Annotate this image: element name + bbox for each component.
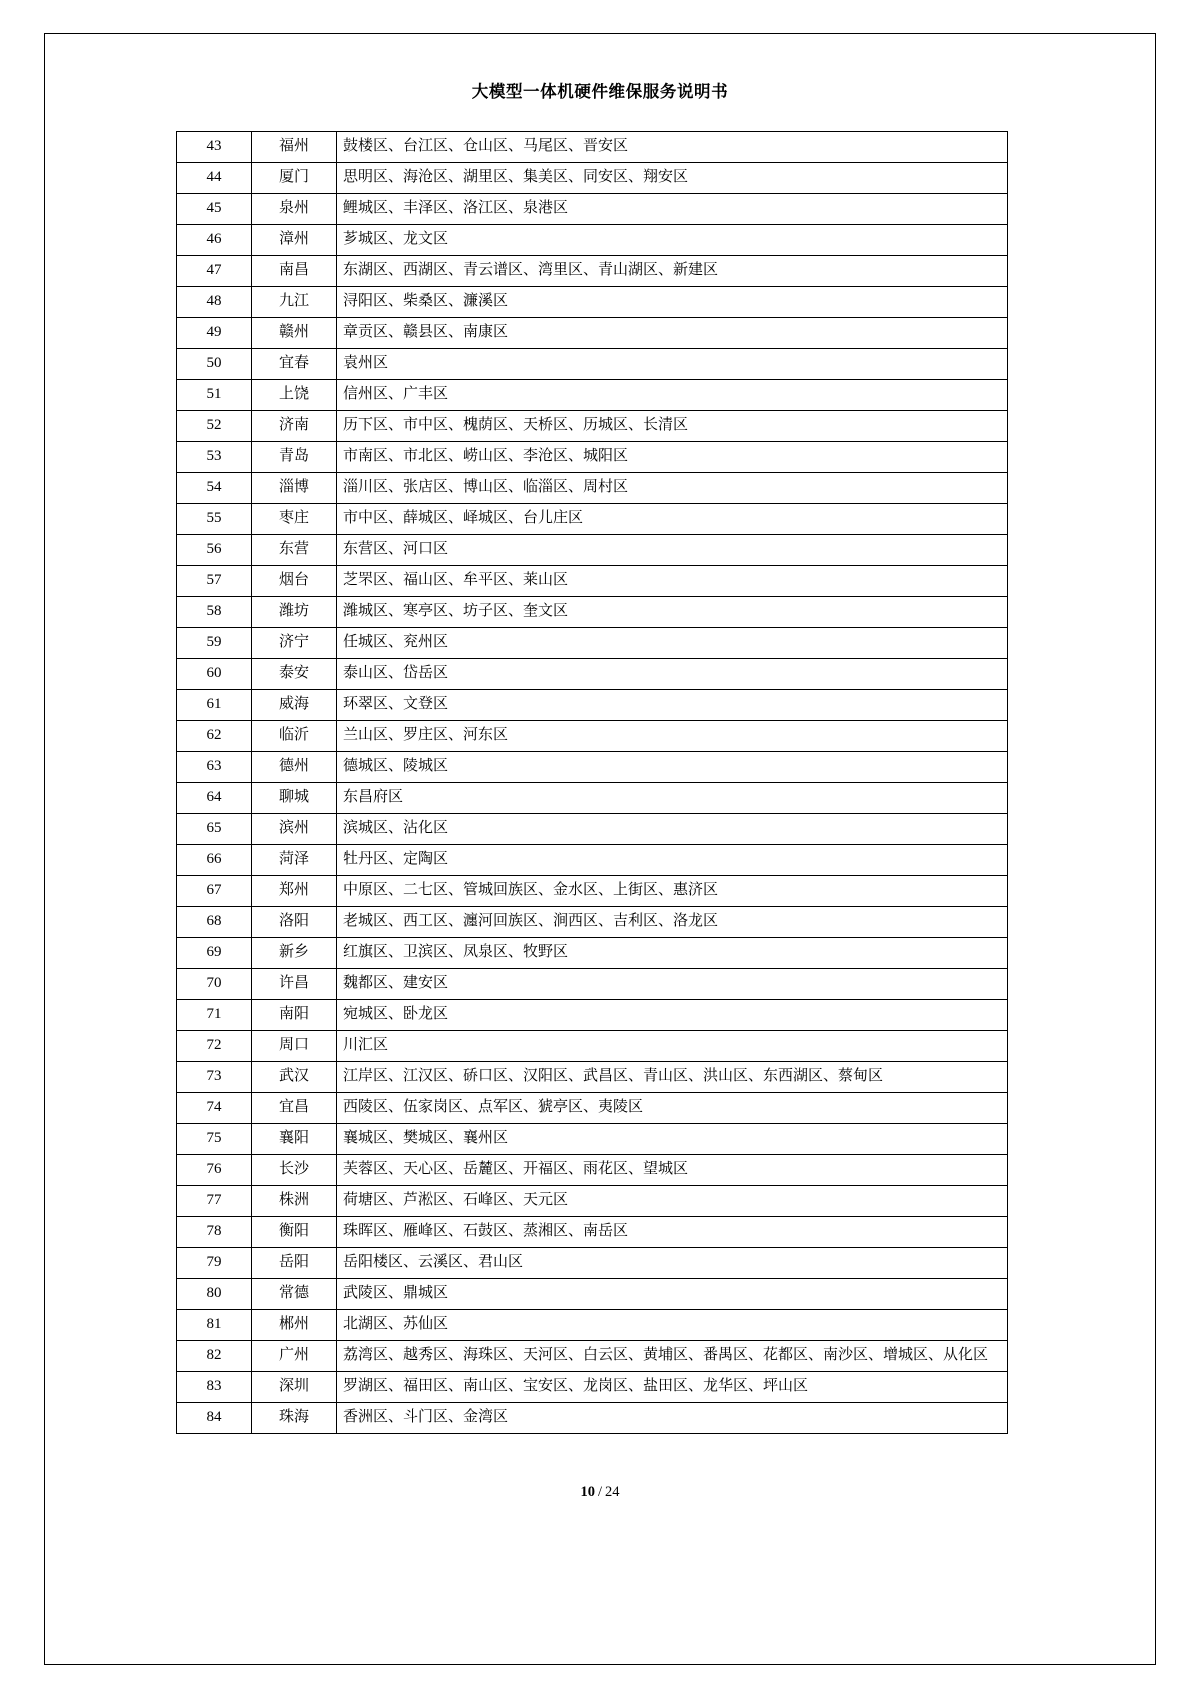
cell-city: 武汉: [252, 1062, 337, 1093]
cell-index: 61: [177, 690, 252, 721]
table-row: [177, 442, 1008, 473]
cell-districts: 中原区、二七区、管城回族区、金水区、上街区、惠济区: [337, 876, 1008, 907]
cell-city: 郑州: [252, 876, 337, 907]
table-row: [177, 318, 1008, 349]
cell-city: 福州: [252, 132, 337, 163]
cell-city: 漳州: [252, 225, 337, 256]
cell-districts: 川汇区: [337, 1031, 1008, 1062]
cell-districts: 魏都区、建安区: [337, 969, 1008, 1000]
cell-index: 46: [177, 225, 252, 256]
coverage-table: [176, 131, 1008, 1434]
cell-index: 43: [177, 132, 252, 163]
cell-districts: 思明区、海沧区、湖里区、集美区、同安区、翔安区: [337, 163, 1008, 194]
table-row: [177, 597, 1008, 628]
cell-city: 广州: [252, 1341, 337, 1372]
cell-index: 60: [177, 659, 252, 690]
cell-districts: 江岸区、江汉区、硚口区、汉阳区、武昌区、青山区、洪山区、东西湖区、蔡甸区: [337, 1062, 1008, 1093]
table-row: [177, 938, 1008, 969]
table-row: [177, 1000, 1008, 1031]
cell-index: 70: [177, 969, 252, 1000]
cell-city: 株洲: [252, 1186, 337, 1217]
cell-index: 83: [177, 1372, 252, 1403]
cell-city: 烟台: [252, 566, 337, 597]
table-row: [177, 721, 1008, 752]
cell-city: 菏泽: [252, 845, 337, 876]
cell-city: 临沂: [252, 721, 337, 752]
cell-districts: 德城区、陵城区: [337, 752, 1008, 783]
cell-city: 德州: [252, 752, 337, 783]
cell-city: 枣庄: [252, 504, 337, 535]
cell-districts: 老城区、西工区、瀍河回族区、涧西区、吉利区、洛龙区: [337, 907, 1008, 938]
cell-city: 上饶: [252, 380, 337, 411]
cell-index: 53: [177, 442, 252, 473]
cell-index: 65: [177, 814, 252, 845]
cell-districts: 鼓楼区、台江区、仓山区、马尾区、晋安区: [337, 132, 1008, 163]
cell-districts: 任城区、兖州区: [337, 628, 1008, 659]
table-row: [177, 225, 1008, 256]
cell-districts: 芗城区、龙文区: [337, 225, 1008, 256]
cell-city: 威海: [252, 690, 337, 721]
table-body: [177, 132, 1008, 1434]
cell-city: 厦门: [252, 163, 337, 194]
cell-city: 襄阳: [252, 1124, 337, 1155]
service-coverage-table: [176, 131, 989, 1434]
table-row: [177, 194, 1008, 225]
table-row: [177, 690, 1008, 721]
cell-index: 56: [177, 535, 252, 566]
table-row: [177, 1155, 1008, 1186]
table-row: [177, 845, 1008, 876]
cell-city: 潍坊: [252, 597, 337, 628]
table-row: [177, 349, 1008, 380]
cell-districts: 罗湖区、福田区、南山区、宝安区、龙岗区、盐田区、龙华区、坪山区: [337, 1372, 1008, 1403]
cell-index: 44: [177, 163, 252, 194]
cell-index: 79: [177, 1248, 252, 1279]
cell-index: 76: [177, 1155, 252, 1186]
table-row: [177, 814, 1008, 845]
page-separator: /: [597, 1484, 603, 1500]
table-row: [177, 1186, 1008, 1217]
cell-districts: 香洲区、斗门区、金湾区: [337, 1403, 1008, 1434]
cell-index: 51: [177, 380, 252, 411]
cell-index: 73: [177, 1062, 252, 1093]
cell-index: 63: [177, 752, 252, 783]
cell-index: 71: [177, 1000, 252, 1031]
cell-index: 84: [177, 1403, 252, 1434]
cell-districts: 东湖区、西湖区、青云谱区、湾里区、青山湖区、新建区: [337, 256, 1008, 287]
cell-districts: 芝罘区、福山区、牟平区、莱山区: [337, 566, 1008, 597]
cell-districts: 市南区、市北区、崂山区、李沧区、城阳区: [337, 442, 1008, 473]
cell-districts: 兰山区、罗庄区、河东区: [337, 721, 1008, 752]
table-row: [177, 1062, 1008, 1093]
cell-index: 69: [177, 938, 252, 969]
table-row: [177, 1217, 1008, 1248]
cell-districts: 信州区、广丰区: [337, 380, 1008, 411]
cell-city: 衡阳: [252, 1217, 337, 1248]
table-row: [177, 380, 1008, 411]
cell-index: 52: [177, 411, 252, 442]
cell-city: 淄博: [252, 473, 337, 504]
cell-districts: 市中区、薛城区、峄城区、台儿庄区: [337, 504, 1008, 535]
cell-index: 58: [177, 597, 252, 628]
table-row: [177, 1372, 1008, 1403]
cell-districts: 潍城区、寒亭区、坊子区、奎文区: [337, 597, 1008, 628]
cell-index: 47: [177, 256, 252, 287]
table-row: [177, 783, 1008, 814]
table-row: [177, 659, 1008, 690]
cell-index: 82: [177, 1341, 252, 1372]
cell-districts: 浔阳区、柴桑区、濂溪区: [337, 287, 1008, 318]
cell-city: 新乡: [252, 938, 337, 969]
cell-districts: 荷塘区、芦淞区、石峰区、天元区: [337, 1186, 1008, 1217]
cell-districts: 牡丹区、定陶区: [337, 845, 1008, 876]
cell-districts: 滨城区、沾化区: [337, 814, 1008, 845]
table-row: [177, 1248, 1008, 1279]
table-row: [177, 1124, 1008, 1155]
table-row: [177, 1403, 1008, 1434]
cell-districts: 泰山区、岱岳区: [337, 659, 1008, 690]
cell-index: 67: [177, 876, 252, 907]
cell-city: 九江: [252, 287, 337, 318]
cell-city: 东营: [252, 535, 337, 566]
cell-index: 77: [177, 1186, 252, 1217]
table-row: [177, 752, 1008, 783]
table-row: [177, 1310, 1008, 1341]
cell-districts: 历下区、市中区、槐荫区、天桥区、历城区、长清区: [337, 411, 1008, 442]
cell-districts: 芙蓉区、天心区、岳麓区、开福区、雨花区、望城区: [337, 1155, 1008, 1186]
cell-index: 49: [177, 318, 252, 349]
cell-city: 滨州: [252, 814, 337, 845]
cell-index: 72: [177, 1031, 252, 1062]
cell-city: 宜春: [252, 349, 337, 380]
table-row: [177, 256, 1008, 287]
cell-districts: 宛城区、卧龙区: [337, 1000, 1008, 1031]
table-row: [177, 566, 1008, 597]
cell-districts: 武陵区、鼎城区: [337, 1279, 1008, 1310]
cell-districts: 东昌府区: [337, 783, 1008, 814]
page-footer: [0, 1484, 1200, 1501]
cell-city: 赣州: [252, 318, 337, 349]
cell-districts: 荔湾区、越秀区、海珠区、天河区、白云区、黄埔区、番禺区、花都区、南沙区、增城区、从化区: [337, 1341, 1008, 1372]
cell-index: 80: [177, 1279, 252, 1310]
cell-city: 南阳: [252, 1000, 337, 1031]
cell-index: 78: [177, 1217, 252, 1248]
cell-city: 岳阳: [252, 1248, 337, 1279]
table-row: [177, 628, 1008, 659]
cell-city: 长沙: [252, 1155, 337, 1186]
cell-city: 宜昌: [252, 1093, 337, 1124]
cell-city: 南昌: [252, 256, 337, 287]
cell-index: 81: [177, 1310, 252, 1341]
cell-city: 深圳: [252, 1372, 337, 1403]
cell-city: 泉州: [252, 194, 337, 225]
cell-districts: 东营区、河口区: [337, 535, 1008, 566]
cell-city: 济宁: [252, 628, 337, 659]
table-row: [177, 287, 1008, 318]
cell-city: 泰安: [252, 659, 337, 690]
cell-city: 青岛: [252, 442, 337, 473]
cell-index: 68: [177, 907, 252, 938]
table-row: [177, 969, 1008, 1000]
table-row: [177, 907, 1008, 938]
table-row: [177, 535, 1008, 566]
cell-districts: 西陵区、伍家岗区、点军区、猇亭区、夷陵区: [337, 1093, 1008, 1124]
cell-index: 54: [177, 473, 252, 504]
cell-index: 62: [177, 721, 252, 752]
cell-index: 75: [177, 1124, 252, 1155]
table-row: [177, 1279, 1008, 1310]
table-row: [177, 1031, 1008, 1062]
cell-index: 66: [177, 845, 252, 876]
cell-city: 许昌: [252, 969, 337, 1000]
cell-districts: 环翠区、文登区: [337, 690, 1008, 721]
cell-index: 64: [177, 783, 252, 814]
cell-index: 55: [177, 504, 252, 535]
cell-districts: 袁州区: [337, 349, 1008, 380]
cell-index: 59: [177, 628, 252, 659]
cell-districts: 章贡区、赣县区、南康区: [337, 318, 1008, 349]
cell-city: 郴州: [252, 1310, 337, 1341]
cell-city: 济南: [252, 411, 337, 442]
table-row: [177, 163, 1008, 194]
cell-city: 常德: [252, 1279, 337, 1310]
cell-districts: 淄川区、张店区、博山区、临淄区、周村区: [337, 473, 1008, 504]
cell-index: 74: [177, 1093, 252, 1124]
table-row: [177, 132, 1008, 163]
cell-city: 周口: [252, 1031, 337, 1062]
table-row: [177, 504, 1008, 535]
cell-districts: 珠晖区、雁峰区、石鼓区、蒸湘区、南岳区: [337, 1217, 1008, 1248]
total-page-number: 24: [605, 1484, 620, 1500]
cell-index: 48: [177, 287, 252, 318]
current-page-number: 10: [580, 1484, 595, 1500]
cell-city: 洛阳: [252, 907, 337, 938]
cell-districts: 襄城区、樊城区、襄州区: [337, 1124, 1008, 1155]
cell-index: 50: [177, 349, 252, 380]
cell-city: 聊城: [252, 783, 337, 814]
cell-districts: 红旗区、卫滨区、凤泉区、牧野区: [337, 938, 1008, 969]
cell-city: 珠海: [252, 1403, 337, 1434]
table-row: [177, 473, 1008, 504]
table-row: [177, 876, 1008, 907]
table-row: [177, 411, 1008, 442]
cell-districts: 岳阳楼区、云溪区、君山区: [337, 1248, 1008, 1279]
cell-districts: 北湖区、苏仙区: [337, 1310, 1008, 1341]
table-row: [177, 1341, 1008, 1372]
cell-index: 45: [177, 194, 252, 225]
table-row: [177, 1093, 1008, 1124]
cell-districts: 鲤城区、丰泽区、洛江区、泉港区: [337, 194, 1008, 225]
cell-index: 57: [177, 566, 252, 597]
document-header: 大模型一体机硬件维保服务说明书: [471, 82, 729, 101]
